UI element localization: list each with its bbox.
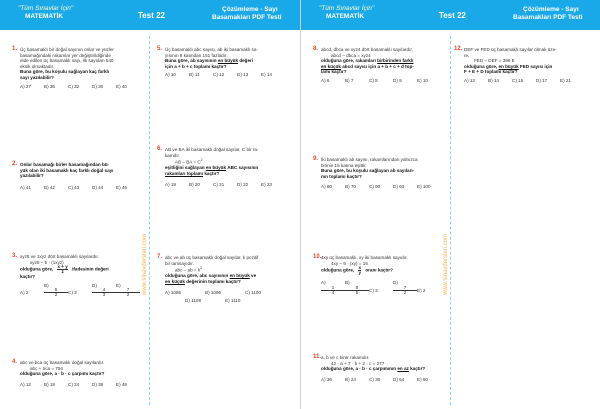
question-2: 2. Onlar basamağı birler basamağından bü- yük olan iki basamaklı kaç farklı doğal sayı yazılabilir? A) 41 B) 42 C) 43 D) 44 E) 45 (20, 162, 142, 190)
answer-options-row2: D) 1108 E) 1110 (185, 298, 241, 304)
series-label: "Tüm Sınavlar İçin" (18, 5, 74, 12)
subject-label: MATEMATİK (326, 13, 365, 20)
header-title-line1: Çözümleme - Sayı (222, 6, 278, 13)
question-5: 5. Üç basamaklı abc sayısı, ab iki basamaklı sa- yısının 8 katından 151 fazladır. Buna göre, ab sayısının en büyük değeri için a + b + c toplamı kaçtır? A) 10 B) 11 C) 12 D) 13 E) 14 (165, 47, 290, 78)
header-left (0, 0, 300, 30)
question-12: 12. DEF ve FED üç basamaklı sayılar olmak üze- re, FED – DEF = 396 E olduğuna göre, en büyük FED sayısı için F + E + D toplamı kaçtır? A) 13 B) 14 C) 15 D) 17 E) 21 (464, 47, 592, 84)
fraction: $\frac{x}{y}$ (358, 265, 362, 276)
answer-options: A) 2B) $\frac{5}{2}$ C) 3D) $\frac{4}{3}$ E) $\frac{7}{2}$ (20, 283, 142, 298)
fraction: $\frac{x + y}{z}$ (57, 264, 68, 275)
question-11: 11. a, b ve c birer rakamdır. 42 · a + 7 · b + 2 · c = 277 olduğuna göre, a · b · c çarpımının en az kaçtır? A) 36 B) 24 C) 30 D) 54 E) 60 (321, 355, 443, 382)
answer-options: A) 27 B) 36 C) 32 D) 30 E) 40 (20, 83, 127, 89)
question-4: 4. abc ve bca üç basamaklı doğal sayılardır. abc + bca = 794 olduğuna göre, a · b · c çarpımı kaçtır? A) 12 B) 18 C) 24 D) 36 E) 48 (20, 360, 142, 387)
watermark: www.sinavdersleri.com (142, 233, 148, 295)
header-title-line2: Basamakları PDF Testi (513, 14, 583, 21)
question-10: 10. 4xy üç basamaklı, xy iki basamaklı sayıdır. 4xy – 9 · (xy) = 16 olduğuna göre, $\frac{x}{y}$ oranı kaçtır? A) $\frac{1}{4}$ B) $\frac{8}{5}$ C) 3D) $\frac{7}{2}$ E) 2 (321, 255, 443, 295)
question-9: 9. İki basamaklı ab sayısı, rakamlarından yalnızca birinin 15 katına eşittir. Buna göre, bu koşulu sağlayan ab sayıları- nın toplamı kaçtır? A) 80 B) 70 C) 90 D) 60 E) 100 (321, 157, 443, 190)
answer-options: A) $\frac{1}{4}$ B) $\frac{8}{5}$ C) 3D) $\frac{7}{2}$ E) 2 (321, 280, 426, 295)
watermark: www.sinavdersleri.com (443, 233, 449, 295)
answer-options: A) 6 B) 7 C) 8 D) 9 E) 10 (321, 77, 428, 83)
answer-options: A) 36 B) 24 C) 30 D) 54 E) 60 (321, 376, 428, 382)
question-7: 7. abc ve ab üç basamaklı doğal sayılar, k pozitif bir tamsayıdır. abc – ab = $k^2$ olduğuna göre, abc sayısının en büyük ve en küçük değerinin toplamı kaçtır? A) 1086 B) 1096 C) 1100 D) 1108 E) 1110 (165, 255, 290, 304)
question-8: 8. abcd, dbca ve xyz4 dört basamaklı sayılardır. abcd – dbca = xyz4 olduğuna göre, rakamları birbirinden farklı en küçük abcd sayısı için a + b + c + d top- lamı kaçtır? A) 6 B) 7 C) 8 D) 9 E) 10 (321, 47, 443, 84)
header-title-line2: Basamakları PDF Testi (212, 14, 282, 21)
answer-options: A) 13 B) 14 C) 15 D) 17 E) 21 (464, 77, 571, 83)
test-number: Test 22 (439, 11, 466, 20)
answer-options: A) 10 B) 11 C) 12 D) 13 E) 14 (165, 72, 272, 78)
test-number: Test 22 (138, 11, 165, 20)
answer-options: A) 19 B) 20 C) 21 D) 22 E) 23 (165, 181, 272, 187)
question-3: 3. xyz5 ve 1xyz dört basamaklı sayılardır. xyz5 – 5 · (1xyz) olduğuna göre, $\frac{x + y}{z}$ ifadesinin değeri kaçtır? A) 2B) $\frac{5}{2}$ C) 3D) $\frac{4}{3}$ E) $\frac{7}{2}$ (20, 254, 142, 297)
answer-options: A) 80 B) 70 C) 90 D) 60 E) 100 (321, 184, 431, 190)
question-6: 6. AB ve BA iki basamaklı doğal sayılar, C bir ra- kamdır. AB – BA = $C^2$ eşitliğini sağlayan en büyük ABC sayısının rakamları toplamı kaçtır? A) 19 B) 20 C) 21 D) 22 E) 23 (165, 147, 290, 187)
answer-options: A) 12 B) 18 C) 24 D) 36 E) 48 (20, 381, 127, 387)
question-1: 1. Üç basamaklı bir doğal sayının onlar ve yüzler basamağındaki rakamlar yer değiştirildiğinde elde edilen üç basamaklı sayı, ilk sayıdan 540 eksik olmaktadır. Buna göre, bu koşulu sağlayan kaç farklı sayı yazılabilir? A) 27 B) 36 C) 32 D) 30 E) 40 (20, 47, 142, 89)
series-label: "Tüm Sınavlar İçin" (319, 5, 375, 12)
subject-label: MATEMATİK (25, 13, 64, 20)
answer-options: A) 1086 B) 1096 C) 1100 (165, 289, 262, 295)
answer-options: A) 41 B) 42 C) 43 D) 44 E) 45 (20, 184, 127, 190)
header-right (301, 0, 600, 30)
page-right (300, 0, 600, 409)
header-title-line1: Çözümleme - Sayı (523, 6, 579, 13)
